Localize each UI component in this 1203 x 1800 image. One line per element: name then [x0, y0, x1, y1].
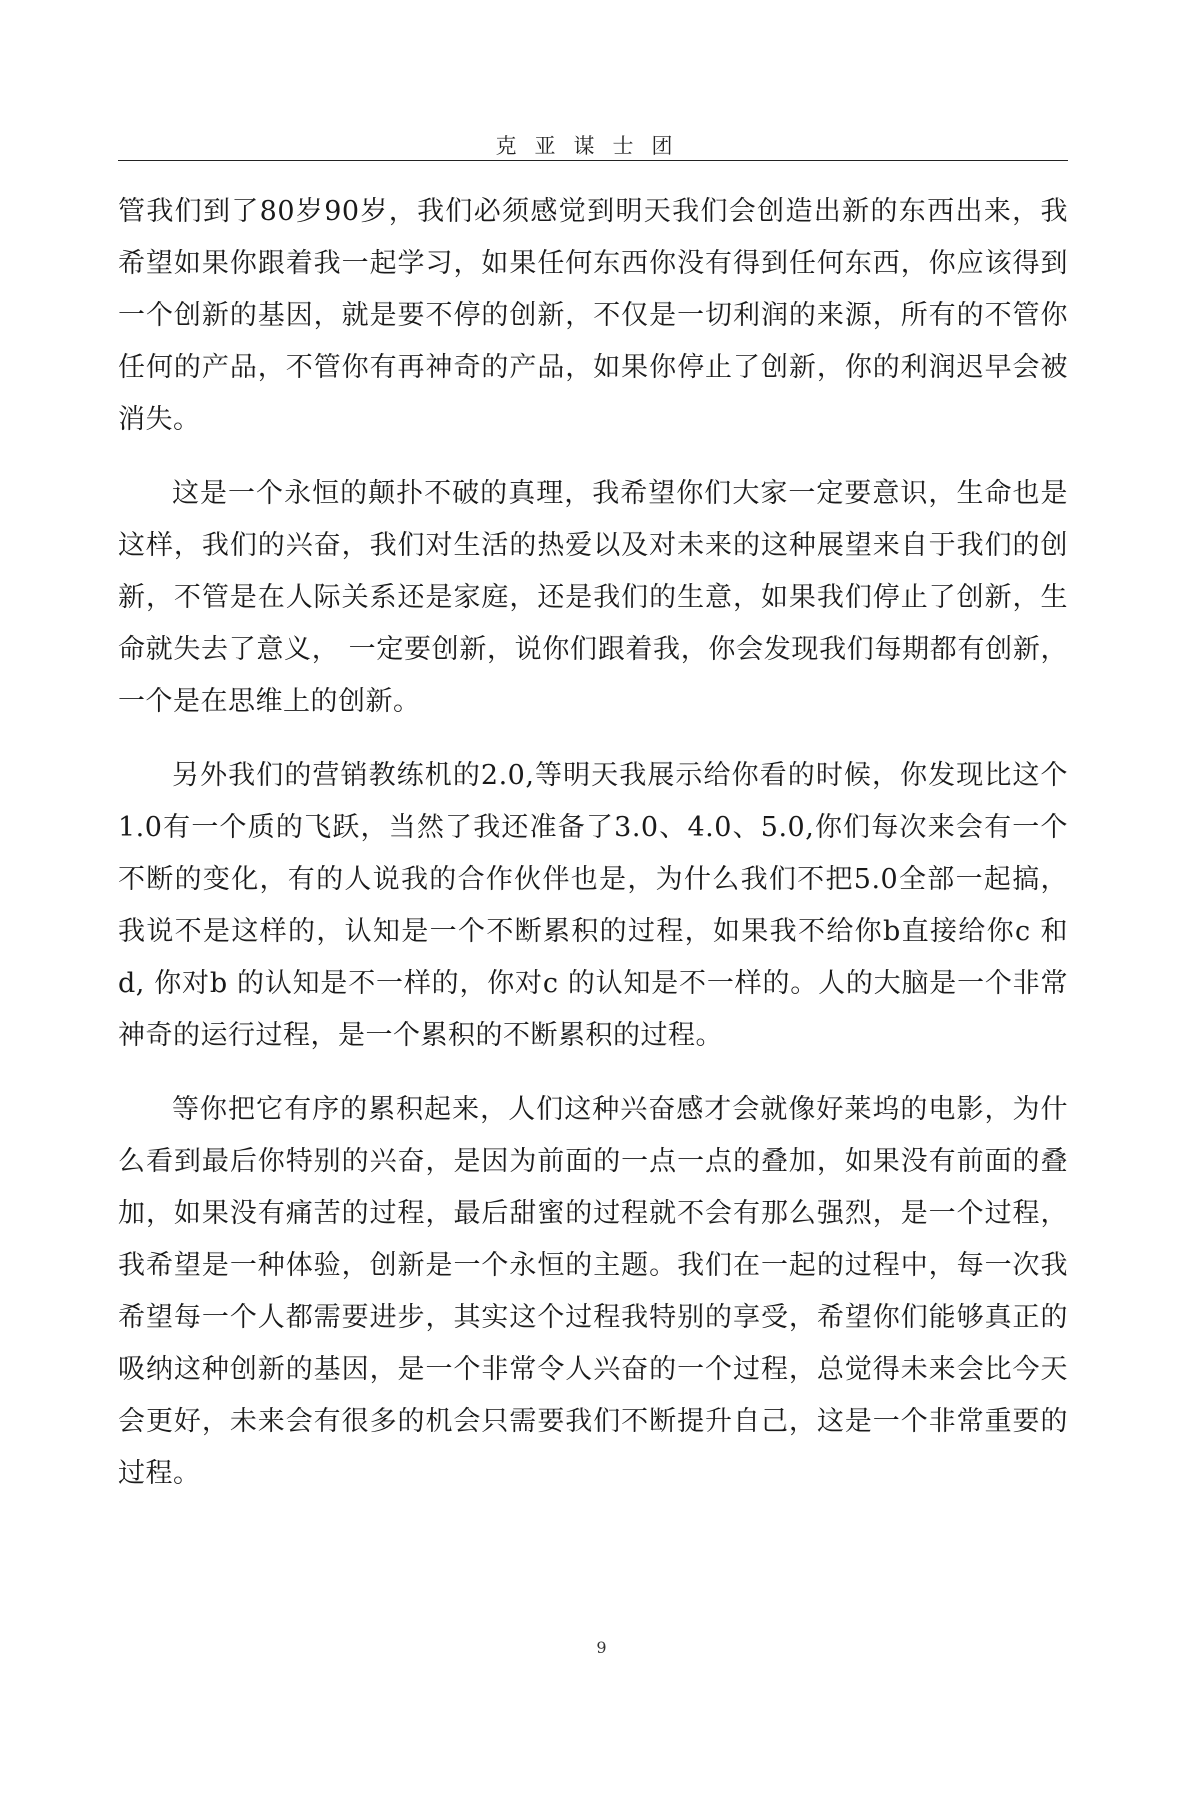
paragraph-3: 另外我们的营销教练机的2.0,等明天我展示给你看的时候，你发现比这个1.0有一个质的飞跃，当然了我还准备了3.0、4.0、5.0,你们每次来会有一个不断的变化，有的人说我的合作伙伴也是，为什么我们不把5.0全部一起搞，我说不是这样的，认知是一个不断累积的过程，如果我不给你b直接给你c 和 d, 你对b 的认知是不一样的，你对c 的认知是不一样的。人的大脑是一个非常神奇的运行过程，是一个累积的不断累积的过程。 [118, 760, 1068, 1051]
paragraph-1: 管我们到了80岁90岁，我们必须感觉到明天我们会创造出新的东西出来，我希望如果你跟着我一起学习，如果任何东西你没有得到任何东西，你应该得到一个创新的基因，就是要不停的创新，不仅是一切利润的来源，所有的不管你任何的产品，不管你有再神奇的产品，如果你停止了创新，你的利润迟早会被消失。 [118, 196, 1068, 435]
paragraph-4: 等你把它有序的累积起来，人们这种兴奋感才会就像好莱坞的电影，为什么看到最后你特别的兴奋，是因为前面的一点一点的叠加，如果没有前面的叠加，如果没有痛苦的过程，最后甜蜜的过程就不会有那么强烈，是一个过程，我希望是一种体验，创新是一个永恒的主题。我们在一起的过程中，每一次我希望每一个人都需要进步，其实这个过程我特别的享受，希望你们能够真正的吸纳这种创新的基因，是一个非常令人兴奋的一个过程，总觉得未来会比今天会更好，未来会有很多的机会只需要我们不断提升自己，这是一个非常重要的过程。 [118, 1094, 1068, 1489]
page-number: 9 [596, 1638, 607, 1657]
paragraph-2: 这是一个永恒的颠扑不破的真理，我希望你们大家一定要意识，生命也是这样，我们的兴奋，我们对生活的热爱以及对未来的这种展望来自于我们的创新，不管是在人际关系还是家庭，还是我们的生意，如果我们停止了创新，生命就失去了意义， 一定要创新，说你们跟着我，你会发现我们每期都有创新，一个是在思维上的创新。 [118, 478, 1068, 717]
page-header-title: 克亚谋士团 [495, 134, 691, 158]
header-divider [118, 160, 1068, 161]
body-text [118, 186, 1068, 1522]
